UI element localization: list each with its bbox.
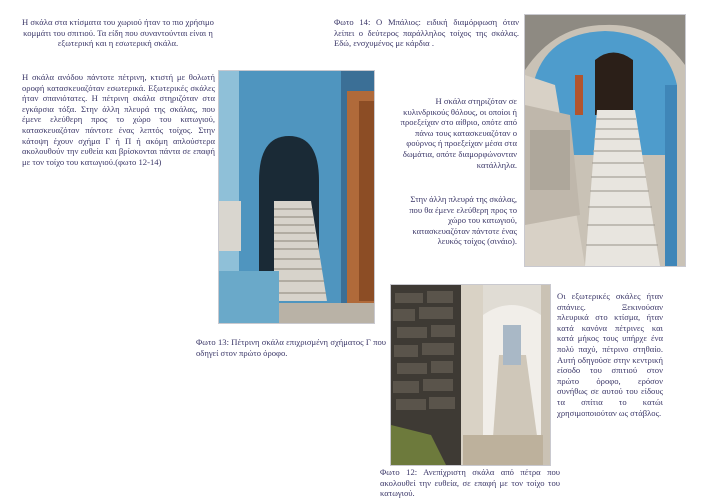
caption-photo-12: Φωτο 12: Ανεπίχριστη σκάλα από πέτρα που ακολουθεί την ευθεία, σε επαφή με τον τοίχο του κατωγιού. bbox=[380, 467, 560, 499]
intro-paragraph: Η σκάλα στα κτίσματα του χωριού ήταν το πιο χρήσιμο κομμάτι του σπιτιού. Τα είδη που συναντούνται είναι η εξωτερική και η εσωτερική σκάλα. bbox=[22, 17, 214, 49]
external-stairs-paragraph: Οι εξωτερικές σκάλες ήταν σπάνιες. Ξεκινούσαν πλευρικά στο κτίσμα, ήταν κατά κανόνα πέτρινες και κατά μήκος τους υπήρχε ένα πολύ παχύ, πέτρινο στηθαίο. Αυτή οδηγούσε στην κεντρική είσοδο του σπιτιού στον πρώτο όροφο, ερόσον συνήθως σε αυτού του είδους τα σπίτια το κατώι χρησιμοποιούταν ως στάβλος. bbox=[557, 291, 663, 418]
photo-12 bbox=[390, 284, 551, 466]
other-side-paragraph: Στην άλλη πλευρά της σκάλας, που θα έμενε ελεύθερη προς το χώρο του κατωγιού, κατασκευαζόταν πάντοτε ένας λευκός τοίχος (σινάιο). bbox=[409, 194, 517, 247]
caption-photo-13: Φωτο 13: Πέτρινη σκάλα επιχρισμένη σχήματος Γ που οδηγεί στον πρώτο όροφο. bbox=[196, 337, 386, 358]
photo-14 bbox=[524, 14, 686, 267]
photo-13 bbox=[218, 70, 375, 324]
stone-stairs-paragraph: Η σκάλα ανόδου πάντοτε πέτρινη, κτιστή με θολωτή οροφή κατασκευαζόταν εσωτερικά. Εξωτερικές σκάλες ήταν σπανιότατες. Η πέτρινη σκάλα στηριζόταν στα εγκάρσια τόξα. Στην άλλη πλευρά της σκάλας, που έμενε ελεύθερη προς το χώρο του κατωγιού, κατασκευαζόταν πάντοτε ένας λεπτός τοίχος. Στην κάτοψη έχουν σχήμα Γ ή Π ή ακόμη απλούστερα ακολουθούν την ευθεία και βρίσκονται πάντα σε επαφή με τον τοίχο του κατωγιού.(φωτο 12-14) bbox=[22, 72, 215, 167]
vaults-paragraph: Η σκάλα στηριζόταν σε κυλινδρικούς θόλους, οι οποίοι ή προεξείχαν στο αίθριο, οπότε από πάνω τους κατασκευαζόταν ο φούρνος ή προεξείχαν μέσα στα δωμάτια, οπότε διαμορφώνονταν κατάλληλα. bbox=[400, 96, 517, 170]
caption-photo-14: Φωτο 14: Ο Μπάλιος: ειδική διαμόρφωση όταν λείπει ο δεύτερος παράλληλος τοίχος της σκάλας. Εδώ, ενσχυμένος με κάρδια . bbox=[334, 17, 519, 49]
